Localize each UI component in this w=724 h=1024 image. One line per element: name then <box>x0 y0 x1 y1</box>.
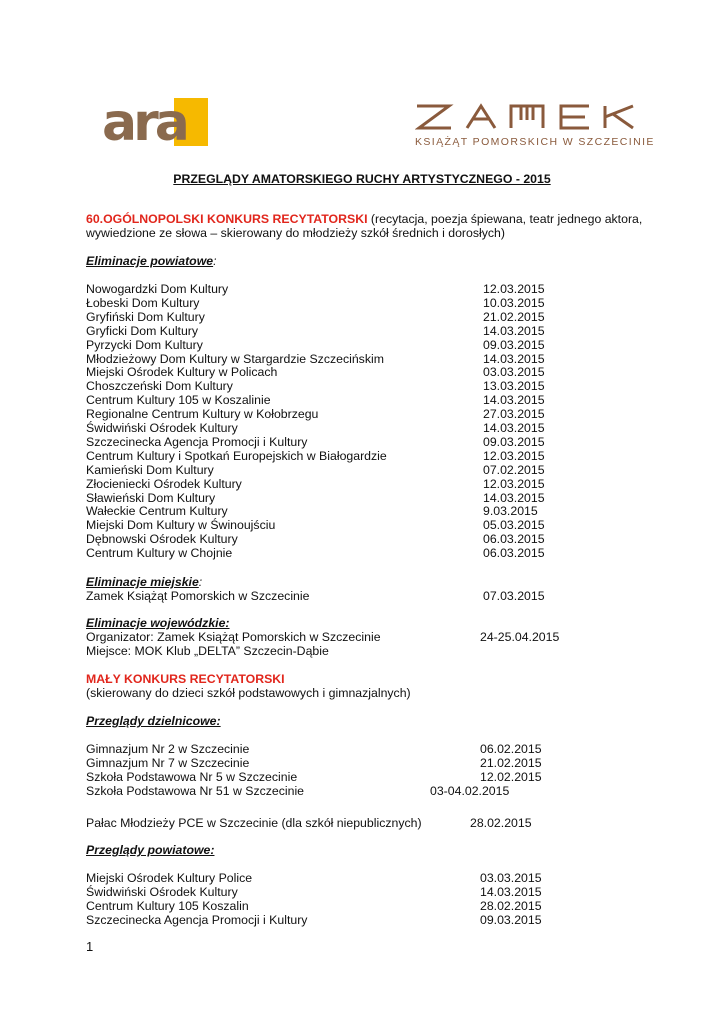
powiatowe-row <box>86 435 556 449</box>
powiatowe-row-name: Świdwiński Ośrodek Kultury <box>86 421 238 435</box>
powiatowe-row <box>86 407 556 421</box>
dzielnicowe-name: Szkoła Podstawowa Nr 5 w Szczecinie <box>86 770 298 784</box>
powiatowe-row <box>86 477 556 491</box>
powiatowe-row-date: 10.03.2015 <box>483 295 545 310</box>
powiatowe-row <box>86 338 556 352</box>
powiatowe-row-date: 14.03.2015 <box>483 490 545 505</box>
dzielnicowe-name: Gimnazjum Nr 2 w Szczecinie <box>86 742 250 756</box>
dzielnicowe-extra-row <box>86 816 556 830</box>
powiatowe-row-date: 27.03.2015 <box>483 407 545 422</box>
powiatowe-row-name: Centrum Kultury i Spotkań Europejskich w Białogardzie <box>86 448 387 463</box>
powiatowe2-name: Miejski Ośrodek Kultury Police <box>86 871 253 885</box>
miejskie-row <box>86 589 556 603</box>
powiatowe-row <box>86 324 556 338</box>
powiatowe-row <box>86 463 556 477</box>
section-dzielnicowe-heading: Przeglądy dzielnicowe: <box>86 714 221 728</box>
dzielnicowe-row <box>86 742 556 756</box>
powiatowe-row-name: Pyrzycki Dom Kultury <box>86 337 203 352</box>
contest1-desc1: (recytacja, poezja śpiewana, teatr jednego aktora, <box>367 212 643 226</box>
section-powiatowe2-heading: Przeglądy powiatowe: <box>86 843 215 857</box>
powiatowe-row-date: 05.03.2015 <box>483 518 545 533</box>
powiatowe-row <box>86 504 556 518</box>
powiatowe-row-date: 14.03.2015 <box>483 323 545 338</box>
powiatowe-row-name: Regionalne Centrum Kultury w Kołobrzegu <box>86 407 319 422</box>
powiatowe-row-date: 09.03.2015 <box>483 434 545 449</box>
powiatowe-row-name: Centrum Kultury w Chojnie <box>86 546 233 561</box>
powiatowe-row <box>86 449 556 463</box>
powiatowe-row-name: Łobeski Dom Kultury <box>86 295 200 310</box>
wojewodzkie-place: Miejsce: MOK Klub „DELTA” Szczecin-Dąbie <box>86 644 329 658</box>
ara-logo <box>100 96 208 148</box>
powiatowe-row-date: 14.03.2015 <box>483 421 545 435</box>
zamek-logo <box>415 100 655 150</box>
powiatowe2-name: Centrum Kultury 105 Koszalin <box>86 899 249 913</box>
wojewodzkie-organizer-row <box>86 630 560 644</box>
section-powiatowe-title: Eliminacje powiatowe <box>86 254 214 268</box>
section-powiatowe-colon: : <box>213 254 217 268</box>
powiatowe-row <box>86 282 556 296</box>
powiatowe-row <box>86 491 556 505</box>
powiatowe-row-name: Gryfiński Dom Kultury <box>86 309 205 324</box>
dzielnicowe-extra-name: Pałac Młodzieży PCE w Szczecinie (dla szkół niepublicznych) <box>86 816 422 830</box>
powiatowe2-name: Świdwiński Ośrodek Kultury <box>86 885 238 899</box>
powiatowe2-row <box>86 913 556 927</box>
contest2-name: MAŁY KONKURS RECYTATORSKI <box>86 672 285 686</box>
powiatowe2-date: 03.03.2015 <box>480 871 542 885</box>
powiatowe2-date: 28.02.2015 <box>480 899 542 913</box>
dzielnicowe-date: 03-04.02.2015 <box>430 784 510 798</box>
powiatowe-row-date: 12.03.2015 <box>483 282 545 296</box>
section-miejskie-colon: : <box>198 575 203 589</box>
dzielnicowe-row <box>86 784 556 798</box>
powiatowe-row-date: 09.03.2015 <box>483 337 545 352</box>
powiatowe-row-name: Centrum Kultury 105 w Koszalinie <box>86 393 271 408</box>
powiatowe-row <box>86 296 556 310</box>
dzielnicowe-extra-date: 28.02.2015 <box>470 816 532 830</box>
powiatowe-row-name: Dębnowski Ośrodek Kultury <box>86 532 238 547</box>
powiatowe2-date: 14.03.2015 <box>480 885 542 899</box>
powiatowe-row-date: 12.03.2015 <box>483 476 545 491</box>
powiatowe-row-name: Gryficki Dom Kultury <box>86 323 199 338</box>
powiatowe-row <box>86 421 556 435</box>
miejskie-name: Zamek Książąt Pomorskich w Szczecinie <box>86 589 310 603</box>
powiatowe2-date: 09.03.2015 <box>480 913 542 927</box>
powiatowe-row <box>86 310 556 324</box>
dzielnicowe-name: Szkoła Podstawowa Nr 51 w Szczecinie <box>86 784 305 798</box>
wojewodzkie-organizer: Organizator: Zamek Książąt Pomorskich w Szczecinie <box>86 630 381 644</box>
dzielnicowe-date: 21.02.2015 <box>480 756 542 770</box>
contest2-desc: (skierowany do dzieci szkół podstawowych i gimnazjalnych) <box>86 686 411 700</box>
wojewodzkie-date: 24-25.04.2015 <box>480 630 560 644</box>
powiatowe-row-name: Nowogardzki Dom Kultury <box>86 282 229 296</box>
powiatowe-row-date: 12.03.2015 <box>483 448 545 463</box>
powiatowe-row-name: Złocieniecki Ośrodek Kultury <box>86 476 242 491</box>
powiatowe-row-date: 14.03.2015 <box>483 393 545 408</box>
section-miejskie-heading <box>86 575 202 589</box>
powiatowe-row-name: Sławieński Dom Kultury <box>86 490 216 505</box>
powiatowe2-name: Szczecinecka Agencja Promocji i Kultury <box>86 913 308 927</box>
powiatowe-row <box>86 352 556 366</box>
section-miejskie-title: Eliminacje miejskie <box>86 575 199 589</box>
powiatowe-row-name: Kamieński Dom Kultury <box>86 462 214 477</box>
page-title: PRZEGLĄDY AMATORSKIEGO RUCHY ARTYSTYCZNEGO - 2015 <box>173 172 551 186</box>
powiatowe-row-name: Młodzieżowy Dom Kultury w Stargardzie Szczecińskim <box>86 351 384 366</box>
powiatowe-row-date: 06.03.2015 <box>483 532 545 547</box>
powiatowe-row-date: 14.03.2015 <box>483 351 545 366</box>
contest1-line1 <box>86 212 642 226</box>
powiatowe-row-date: 13.03.2015 <box>483 379 545 394</box>
section-wojewodzkie-heading: Eliminacje wojewódzkie: <box>86 616 230 630</box>
powiatowe-row-name: Szczecinecka Agencja Promocji i Kultury <box>86 434 308 449</box>
section-powiatowe-heading <box>86 254 217 268</box>
powiatowe-row-name: Miejski Dom Kultury w Świnoujściu <box>86 518 276 533</box>
svg-text:ara: ara <box>102 96 186 148</box>
powiatowe-row <box>86 518 556 532</box>
dzielnicowe-row <box>86 756 556 770</box>
powiatowe-row <box>86 379 556 393</box>
powiatowe-row-name: Choszczeński Dom Kultury <box>86 379 233 394</box>
dzielnicowe-date: 12.02.2015 <box>480 770 542 784</box>
powiatowe-row-date: 06.03.2015 <box>483 546 545 561</box>
contest1-name: 60.OGÓLNOPOLSKI KONKURS RECYTATORSKI <box>86 212 368 226</box>
powiatowe-row-date: 9.03.2015 <box>483 504 538 519</box>
powiatowe-row-date: 07.02.2015 <box>483 462 545 477</box>
zamek-wordmark-icon <box>415 100 637 134</box>
powiatowe-row-name: Miejski Ośrodek Kultury w Policach <box>86 365 278 380</box>
powiatowe2-row <box>86 899 556 913</box>
powiatowe2-row <box>86 871 556 885</box>
powiatowe-row-date: 03.03.2015 <box>483 365 545 380</box>
dzielnicowe-row <box>86 770 556 784</box>
zamek-subtitle: KSIĄŻĄT POMORSKICH W SZCZECINIE <box>415 136 655 148</box>
page-number: 1 <box>86 939 94 954</box>
powiatowe-row <box>86 393 556 407</box>
powiatowe-row <box>86 532 556 546</box>
powiatowe-row <box>86 365 556 379</box>
powiatowe2-row <box>86 885 556 899</box>
miejskie-date: 07.03.2015 <box>483 589 545 603</box>
dzielnicowe-date: 06.02.2015 <box>480 742 542 756</box>
contest1-desc2: wywiedzione ze słowa – skierowany do młodzieży szkół średnich i dorosłych) <box>86 226 505 240</box>
powiatowe-row-date: 21.02.2015 <box>483 309 545 324</box>
dzielnicowe-name: Gimnazjum Nr 7 w Szczecinie <box>86 756 250 770</box>
powiatowe-row-name: Wałeckie Centrum Kultury <box>86 504 228 519</box>
powiatowe-row <box>86 546 556 560</box>
